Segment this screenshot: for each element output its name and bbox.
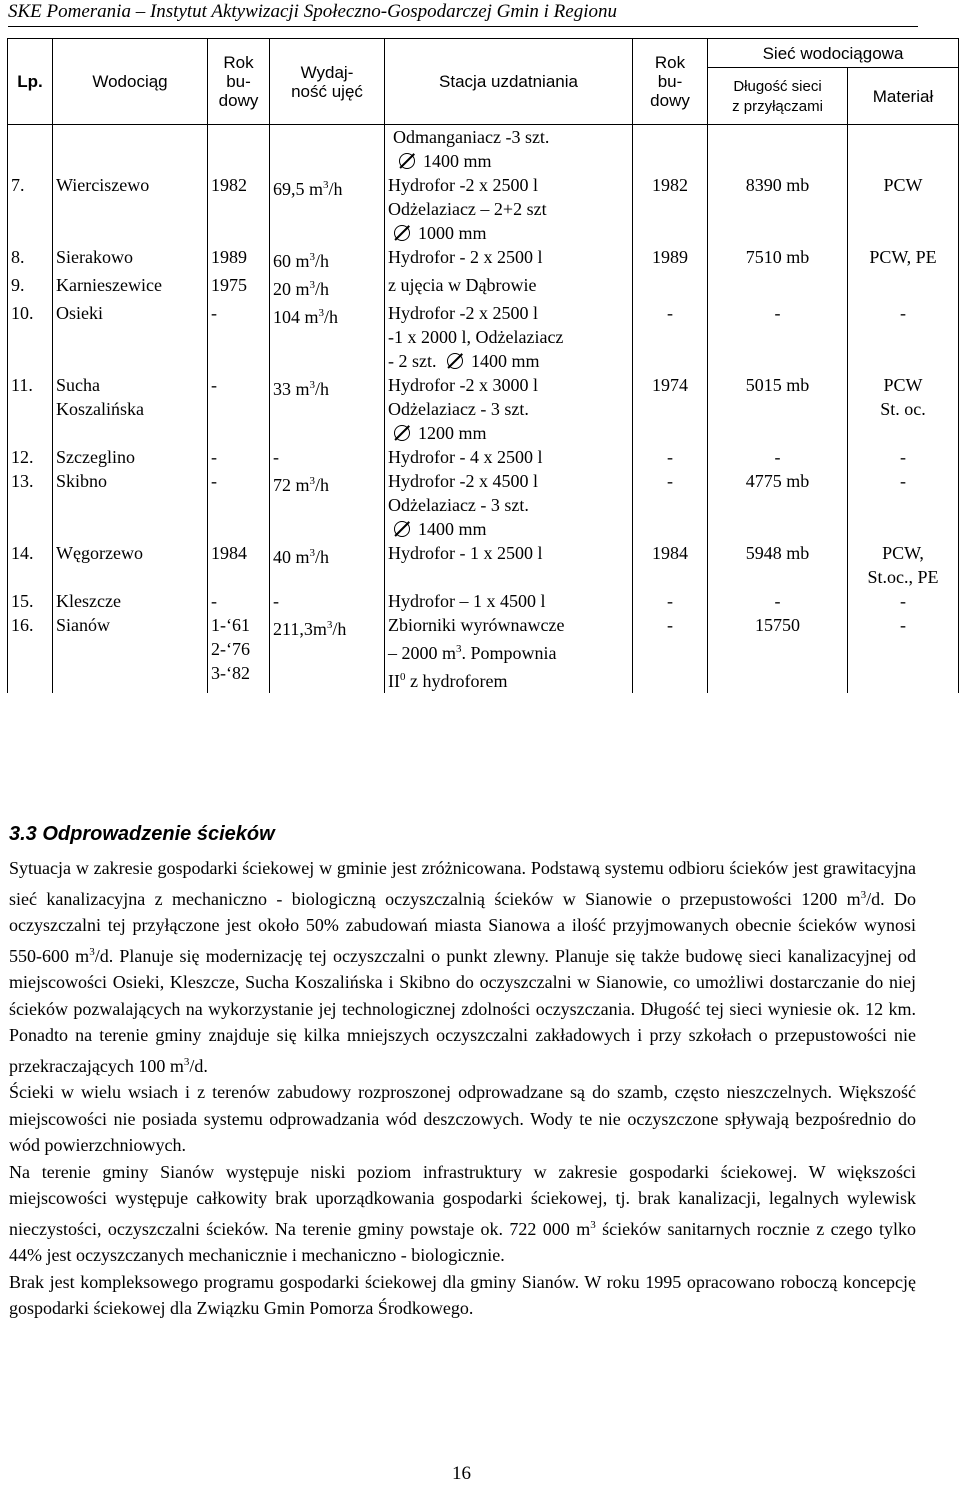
cell-rok-budowy: 1982 [208, 173, 270, 245]
cell-dlugosc: 7510 mb [708, 245, 848, 273]
cell-lp: 11. [8, 373, 53, 445]
cell-rok-budowy: 1975 [208, 273, 270, 301]
header-title: SKE Pomerania – Instytut Aktywizacji Społeczno-Gospodarczej Gmin i Regionu [8, 1, 617, 22]
cell-stacja [385, 373, 633, 445]
cell-rok-budowy [208, 125, 270, 174]
cell-material: PCW [848, 173, 959, 245]
cell-lp: 7. [8, 173, 53, 245]
table-row [8, 613, 959, 693]
cell-dlugosc: - [708, 445, 848, 469]
table-row [8, 301, 959, 373]
cell-wodociag: Wierciszewo [53, 173, 208, 245]
diameter-value: 1200 mm [418, 423, 487, 443]
cell-wodociag: Sianów [53, 613, 208, 693]
cell-dlugosc: 15750 [708, 613, 848, 693]
cell-material: PCW, PE [848, 245, 959, 273]
diameter-value: 1400 mm [471, 351, 540, 371]
cell-dlugosc: 5948 mb [708, 541, 848, 589]
cell-rok-budowy-sieci: - [633, 301, 708, 373]
cell-dlugosc: - [708, 589, 848, 613]
cell-material [848, 273, 959, 301]
cell-rok-budowy: - [208, 445, 270, 469]
cell-wydajnosc: 72 $m^3/h$ [270, 469, 385, 541]
cell-lp: 14. [8, 541, 53, 589]
header-stacja: Stacja uzdatniania [385, 39, 633, 125]
cell-material: PCW St. oc. [848, 373, 959, 445]
cell-wodociag: Sierakowo [53, 245, 208, 273]
cell-wydajnosc: 40 $m^3/h$ [270, 541, 385, 589]
cell-lp: 9. [8, 273, 53, 301]
header-material: Materiał [848, 68, 959, 125]
section-body [9, 855, 916, 1322]
cell-stacja [385, 445, 633, 469]
cell-rok-budowy: - [208, 589, 270, 613]
cell-dlugosc: - [708, 301, 848, 373]
cell-stacja [385, 301, 633, 373]
diameter-value: 1000 mm [418, 223, 487, 243]
cell-material: - [848, 469, 959, 541]
cell-rok-budowy: - [208, 469, 270, 541]
paragraph: Ścieki w wielu wsiach i z terenów zabudowy rozproszonej odprowadzane są do szamb, często nieszczelnych. Większość miejscowości nie posiada systemu odprowadzania wód deszczowych. Wody te nie oczyszczone spływają bezpośrednio do wód powierzchniowych. [9, 1082, 916, 1155]
paragraph: Brak jest kompleksowego programu gospodarki ściekowej dla gminy Sianów. W roku 1995 opracowano roboczą koncepcję gospodarki ściekowej dla Związku Gmin Pomorza Środkowego. [9, 1271, 916, 1318]
cell-lp: 8. [8, 245, 53, 273]
cell-rok-budowy-sieci: 1984 [633, 541, 708, 589]
cell-stacja [385, 245, 633, 273]
cell-wydajnosc: 60 $m^3/h$ [270, 245, 385, 273]
table-row [8, 469, 959, 541]
cell-dlugosc: 5015 mb [708, 373, 848, 445]
running-header [8, 0, 918, 27]
cell-lp: 12. [8, 445, 53, 469]
cell-stacja [385, 125, 633, 174]
cell-rok-budowy-sieci: - [633, 445, 708, 469]
station-text: Hydrofor -2 x 3000 l Odżelaziacz - 3 szt. [388, 375, 538, 419]
cell-wodociag: Szczeglino [53, 445, 208, 469]
table-body [8, 125, 959, 694]
diameter-icon [394, 425, 410, 441]
header-wydajnosc: Wydaj- ność ujęć [270, 39, 385, 125]
station-text: Hydrofor – 1 x 4500 l [388, 591, 546, 611]
paragraph: Sytuacja w zakresie gospodarki ściekowej w gminie jest zróżnicowana. Podstawą systemu odbioru ścieków jest grawitacyjna sieć kanalizacyjna z mechaniczno - biologiczną oczyszczalnią ścieków w Sianowie o przepustowości 1200 $m^3/d$. Do oczyszczalni tej przyłączone jest około 50% zabudowań miasta Sianowa a ilość przyjmowanych obecnie ścieków wynosi 550-600 $m^3/d$. Planuje się modernizację tej oczyszczalni o punkt zlewny. Planuje się także budowę sieci kanalizacyjnej od miejscowości Osieki, Kleszcze, Sucha Koszalińska i Skibno do oczyszczalni w Sianowie, co umożliwi dostarczanie do niej ścieków pozwalających na wykorzystanie jej technologicznej zdolności oczyszczania. Długość tej sieci wyniesie ok. 12 km. Ponadto na terenie gminy znajduje się kilka mniejszych oczyszczalni zakładowych i przy szkołach o przepustowości nie przekraczających 100 $m^3/d$. [9, 858, 917, 1076]
station-text: Hydrofor - 2 x 2500 l [388, 247, 543, 267]
cell-wodociag: Osieki [53, 301, 208, 373]
cell-stacja [385, 541, 633, 589]
cell-stacja [385, 173, 633, 245]
cell-material: - [848, 589, 959, 613]
cell-wodociag [53, 125, 208, 174]
diameter-value: 1400 mm [423, 151, 492, 171]
header-lp: Lp. [8, 39, 53, 125]
cell-rok-budowy-sieci [633, 125, 708, 174]
cell-rok-budowy: - [208, 373, 270, 445]
station-text: z ujęcia w Dąbrowie [388, 275, 537, 295]
cell-stacja [385, 613, 633, 693]
cell-lp: 13. [8, 469, 53, 541]
diameter-icon [399, 153, 415, 169]
cell-wydajnosc: 69,5 $m^3/h$ [270, 173, 385, 245]
cell-material: - [848, 301, 959, 373]
cell-rok-budowy: 1984 [208, 541, 270, 589]
cell-stacja [385, 273, 633, 301]
cell-wydajnosc: $211,3m^3/h$ [270, 613, 385, 693]
station-text: Hydrofor - 4 x 2500 l [388, 447, 543, 467]
header-rok-budowy: Rok bu- dowy [208, 39, 270, 125]
cell-rok-budowy-sieci: 1989 [633, 245, 708, 273]
header-siec: Sieć wodociągowa [708, 39, 959, 68]
cell-dlugosc [708, 125, 848, 174]
cell-rok-budowy: 1-‘61 2-‘76 3-‘82 [208, 613, 270, 693]
diameter-value: 1400 mm [418, 519, 487, 539]
diameter-icon [447, 353, 463, 369]
water-supply-table [7, 38, 959, 693]
cell-wydajnosc: 104 $m^3/h$ [270, 301, 385, 373]
cell-wydajnosc: 33 $m^3/h$ [270, 373, 385, 445]
cell-wydajnosc [270, 125, 385, 174]
cell-rok-budowy-sieci: - [633, 589, 708, 613]
cell-wydajnosc: 20 $m^3/h$ [270, 273, 385, 301]
header-rok-budowy-sieci: Rok bu- dowy [633, 39, 708, 125]
cell-wodociag: Kleszcze [53, 589, 208, 613]
table-row [8, 589, 959, 613]
station-text: Odmanganiacz -3 szt. [393, 127, 550, 147]
table-row [8, 445, 959, 469]
station-text: Hydrofor -2 x 2500 l Odżelaziacz – 2+2 szt [388, 175, 547, 219]
table-row [8, 541, 959, 589]
cell-lp: 10. [8, 301, 53, 373]
station-text: Zbiorniki wyrównawcze – 2000 $m^3$. Pompownia $II^0$ z hydroforem [388, 615, 565, 691]
cell-lp: 16. [8, 613, 53, 693]
cell-material: PCW, St.oc., PE [848, 541, 959, 589]
cell-wydajnosc: - [270, 589, 385, 613]
cell-wodociag: Skibno [53, 469, 208, 541]
cell-stacja [385, 469, 633, 541]
cell-lp [8, 125, 53, 174]
cell-dlugosc: 4775 mb [708, 469, 848, 541]
paragraph: Na terenie gminy Sianów występuje niski poziom infrastruktury w zakresie gospodarki ściekowej. W większości miejscowości występuje całkowity brak uporządkowania gospodarki ściekowej, tj. brak kanalizacji, legalnych wylewisk nieczystości, oczyszczalni ścieków. Na terenie gminy powstaje ok. 722 000 $m^3$ ścieków sanitarnych rocznie z czego tylko 44% jest oczyszczanych mechanicznie i mechaniczno - biologicznie. [9, 1161, 916, 1265]
station-text: Hydrofor -2 x 2500 l -1 x 2000 l, Odżelaziacz - 2 szt. [388, 303, 564, 371]
diameter-icon [394, 225, 410, 241]
cell-rok-budowy-sieci: 1974 [633, 373, 708, 445]
cell-wydajnosc: - [270, 445, 385, 469]
cell-rok-budowy-sieci: 1982 [633, 173, 708, 245]
cell-material: - [848, 445, 959, 469]
table-row [8, 125, 959, 174]
station-text: Hydrofor -2 x 4500 l Odżelaziacz - 3 szt. [388, 471, 538, 515]
cell-stacja [385, 589, 633, 613]
cell-material [848, 125, 959, 174]
table-row [8, 245, 959, 273]
cell-rok-budowy-sieci [633, 273, 708, 301]
table-row [8, 173, 959, 245]
cell-dlugosc [708, 273, 848, 301]
table-row [8, 273, 959, 301]
cell-rok-budowy: - [208, 301, 270, 373]
header-wodociag: Wodociąg [53, 39, 208, 125]
cell-lp: 15. [8, 589, 53, 613]
cell-material: - [848, 613, 959, 693]
cell-rok-budowy: 1989 [208, 245, 270, 273]
page-number: 16 [452, 1463, 471, 1484]
cell-wodociag: Węgorzewo [53, 541, 208, 589]
header-dlugosc: Długość sieci z przyłączami [708, 68, 848, 125]
cell-wodociag: Sucha Koszalińska [53, 373, 208, 445]
cell-dlugosc: 8390 mb [708, 173, 848, 245]
cell-rok-budowy-sieci: - [633, 613, 708, 693]
section-title: 3.3 Odprowadzenie ścieków [9, 823, 275, 845]
table-row [8, 373, 959, 445]
station-text: Hydrofor - 1 x 2500 l [388, 543, 543, 563]
cell-wodociag: Karnieszewice [53, 273, 208, 301]
cell-rok-budowy-sieci: - [633, 469, 708, 541]
diameter-icon [394, 521, 410, 537]
